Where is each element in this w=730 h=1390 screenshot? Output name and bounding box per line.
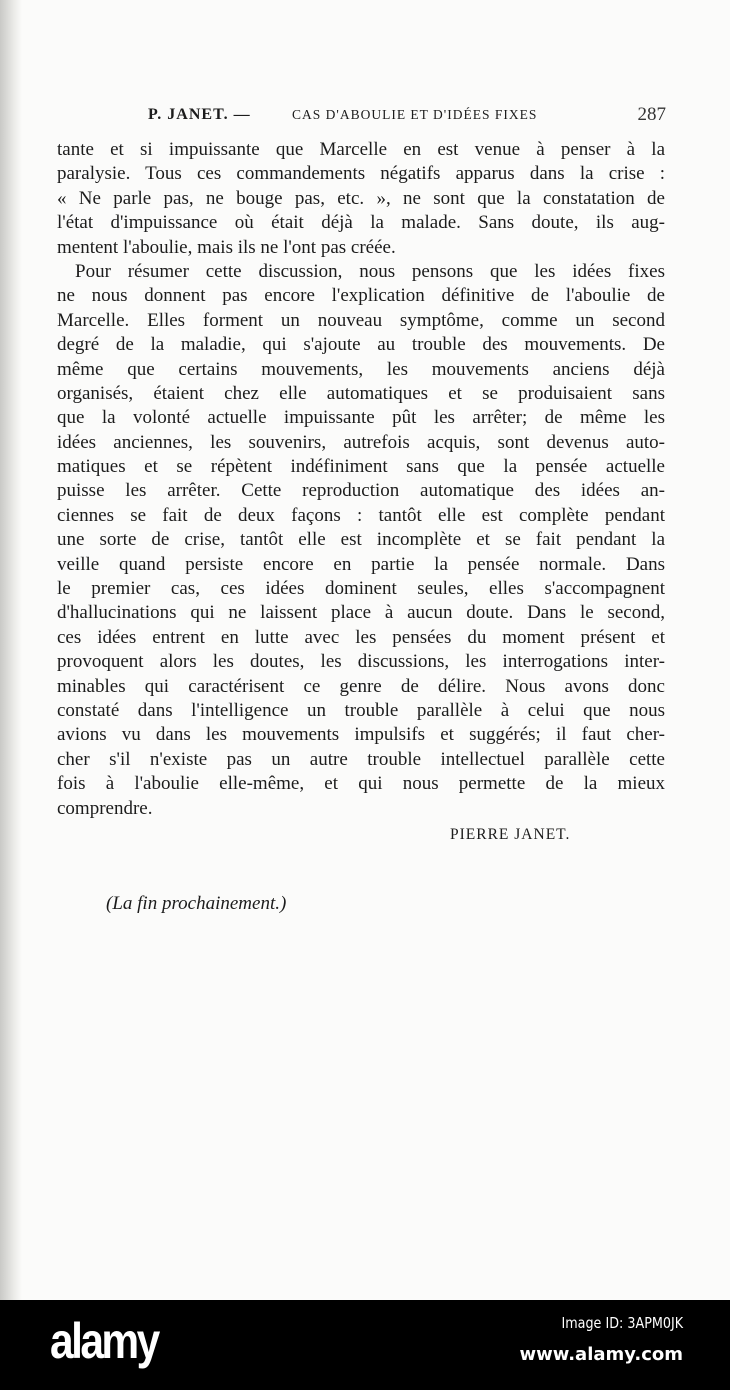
text-line: ne nous donnent pas encore l'explication définitive de l'aboulie de <box>57 285 665 307</box>
text-line: ces idées entrent en lutte avec les pensées du moment présent et <box>57 626 665 648</box>
text-line: constaté dans l'intelligence un trouble parallèle à celui que nous <box>57 699 665 721</box>
text-line: mentent l'aboulie, mais ils ne l'ont pas créée. <box>57 236 396 258</box>
image-id: Image ID: 3APM0JK <box>561 1314 683 1332</box>
watermark-banner <box>0 1300 730 1390</box>
text-line: matiques et se répètent indéfiniment sans que la pensée actuelle <box>57 456 665 478</box>
text-line: provoquent alors les doutes, les discussions, les interrogations inter- <box>57 651 665 673</box>
text-line: organisés, étaient chez elle automatiques et se produisaient sans <box>57 382 665 404</box>
text-line: paralysie. Tous ces commandements négatifs apparus dans la crise : <box>57 163 665 185</box>
text-line: Marcelle. Elles forment un nouveau symptôme, comme un second <box>57 309 665 331</box>
paragraph <box>57 138 665 260</box>
continuation-note: (La fin prochainement.) <box>106 893 287 914</box>
text-line: l'état d'impuissance où était déjà la malade. Sans doute, ils aug- <box>57 212 665 234</box>
text-line: une sorte de crise, tantôt elle est incomplète et se fait pendant la <box>57 529 665 551</box>
text-line: minables qui caractérisent ce genre de délire. Nous avons donc <box>57 675 665 697</box>
alamy-logo: alamy <box>50 1313 158 1369</box>
text-line: cher s'il n'existe pas un autre trouble intellectuel parallèle cette <box>57 748 665 770</box>
text-line: que la volonté actuelle impuissante pût les arrêter; de même les <box>57 407 665 429</box>
running-header <box>148 106 666 130</box>
paragraph <box>57 260 665 821</box>
text-line: Pour résumer cette discussion, nous pensons que les idées fixes <box>75 260 665 282</box>
header-author: P. JANET. — <box>148 106 251 123</box>
text-line: comprendre. <box>57 797 153 819</box>
text-line: le premier cas, ces idées dominent seules, elles s'accompagnent <box>57 578 665 600</box>
text-line: ciennes se fait de deux façons : tantôt elle est complète pendant <box>57 504 665 526</box>
text-line: d'hallucinations qui ne laissent place à aucun doute. Dans le second, <box>57 602 665 624</box>
text-line: avions vu dans les mouvements impulsifs et suggérés; il faut cher- <box>57 724 665 746</box>
scan-page-edge-shadow <box>0 0 22 1300</box>
text-line: tante et si impuissante que Marcelle en est venue à penser à la <box>57 139 665 160</box>
text-line: fois à l'aboulie elle-même, et qui nous permette de la mieux <box>57 773 665 795</box>
text-line: même que certains mouvements, les mouvements anciens déjà <box>57 358 665 380</box>
text-line: « Ne parle pas, ne bouge pas, etc. », ne sont que la constatation de <box>57 187 665 209</box>
text-line: degré de la maladie, qui s'ajoute au trouble des mouvements. De <box>57 334 665 356</box>
page-number: 287 <box>637 104 666 125</box>
text-line: idées anciennes, les souvenirs, autrefois acquis, sont devenus auto- <box>57 431 665 453</box>
website-link: www.alamy.com <box>519 1344 683 1365</box>
body-text <box>57 138 665 821</box>
author-signature: PIERRE JANET. <box>450 826 571 843</box>
text-line: puisse les arrêter. Cette reproduction automatique des idées an- <box>57 480 665 502</box>
text-line: veille quand persiste encore en partie la pensée normale. Dans <box>57 553 665 575</box>
header-title: CAS D'ABOULIE ET D'IDÉES FIXES <box>292 107 538 122</box>
